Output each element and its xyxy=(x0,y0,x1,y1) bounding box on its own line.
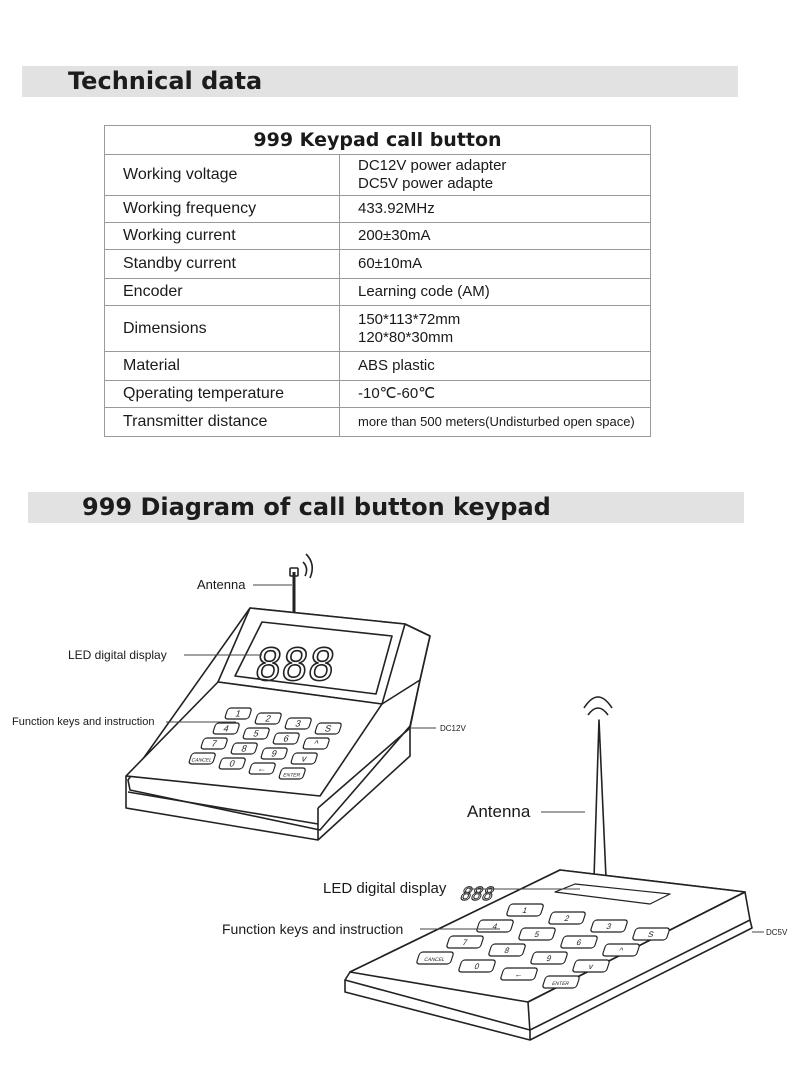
keypad-key xyxy=(500,968,538,980)
keypad-key xyxy=(590,920,628,932)
keypad-key xyxy=(530,952,568,964)
keypad-key-label: 1 xyxy=(234,708,243,719)
keypad-key-label: 1 xyxy=(521,906,529,915)
led-888-text: 888 xyxy=(251,640,339,691)
keypad-key xyxy=(416,952,454,964)
keypad-key-label: 0 xyxy=(473,962,481,971)
spec-value: 150*113*72mm 120*80*30mm xyxy=(340,306,651,352)
keypad-key-label: 3 xyxy=(294,718,303,729)
section-title-diagram: 999 Diagram of call button keypad xyxy=(82,493,551,521)
keypad-key xyxy=(284,718,312,729)
spec-key: Qperating temperature xyxy=(105,381,340,408)
keypad-key-label: ENTER xyxy=(550,981,570,987)
spec-key: Working voltage xyxy=(105,155,340,196)
spec-value: 433.92MHz xyxy=(340,196,651,223)
keypad-key-label: ← xyxy=(256,763,269,774)
keypad-key-label: 3 xyxy=(605,922,613,931)
keypad-diagram xyxy=(0,540,799,1074)
keypad-key-label: 7 xyxy=(210,738,219,749)
spec-key: Working frequency xyxy=(105,196,340,223)
keypad-key-label: 7 xyxy=(461,938,469,947)
keypad-key xyxy=(260,748,288,759)
spec-key: Standby current xyxy=(105,250,340,279)
keypad-key-label: 6 xyxy=(282,733,291,744)
keypad-key xyxy=(602,944,640,956)
label-antenna-2: Antenna xyxy=(467,802,531,821)
section-title-technical-data: Technical data xyxy=(68,67,263,95)
keypad-key xyxy=(188,753,216,764)
spec-key: Working current xyxy=(105,223,340,250)
keypad-key xyxy=(632,928,670,940)
spec-key: Encoder xyxy=(105,279,340,306)
keypad-key xyxy=(290,753,318,764)
keypad-key xyxy=(506,904,544,916)
keypad-key xyxy=(560,936,598,948)
keypad-key xyxy=(254,713,282,724)
keypad-key xyxy=(224,708,252,719)
led-888-text-2: 888 xyxy=(457,884,498,905)
keypad-key-label: v xyxy=(587,962,595,971)
keypad-key xyxy=(230,743,258,754)
keypad-key xyxy=(314,723,342,734)
keypad-key-label: ← xyxy=(513,970,525,979)
keypad-key-label: ^ xyxy=(617,946,625,955)
keypad-key xyxy=(218,758,246,769)
antenna-icon-1 xyxy=(290,554,312,612)
spec-table-title: 999 Keypad call button xyxy=(105,126,651,155)
keypad-key-label: CANCEL xyxy=(190,757,213,764)
keypad-key xyxy=(242,728,270,739)
label-function-keys-1: Function keys and instruction xyxy=(12,716,155,728)
keypad-key-label: 0 xyxy=(228,758,237,769)
spec-value: 200±30mA xyxy=(340,223,651,250)
spec-value: DC12V power adapter DC5V power adapte xyxy=(340,155,651,196)
spec-value: more than 500 meters(Undisturbed open space) xyxy=(340,408,651,437)
keypad-key xyxy=(488,944,526,956)
keypad-key xyxy=(272,733,300,744)
keypad-key-label: ^ xyxy=(312,738,320,749)
keypad-key xyxy=(302,738,330,749)
keypad-key-label: 8 xyxy=(503,946,511,955)
spec-value: Learning code (AM) xyxy=(340,279,651,306)
keypad-key xyxy=(542,976,580,988)
keypad-key-label: 4 xyxy=(491,922,499,931)
label-led-display-1: LED digital display xyxy=(68,648,167,662)
keypad-key xyxy=(518,928,556,940)
keypad-key-label: v xyxy=(300,753,309,764)
keypad-key-label: 6 xyxy=(575,938,583,947)
keypad-key-label: 9 xyxy=(270,748,279,759)
keypad-key xyxy=(248,763,276,774)
keypad-key-label: S xyxy=(646,930,655,939)
keypad-key-label: 8 xyxy=(240,743,249,754)
keypad-key xyxy=(212,723,240,734)
keypad-key-label: CANCEL xyxy=(423,957,446,963)
keypad-key-label: 4 xyxy=(222,723,231,734)
label-function-keys-2: Function keys and instruction xyxy=(222,921,404,937)
keypad-key xyxy=(200,738,228,749)
keypad-key xyxy=(446,936,484,948)
keypad-key xyxy=(458,960,496,972)
label-led-display-2: LED digital display xyxy=(323,880,447,897)
keypad-key xyxy=(548,912,586,924)
spec-key: Transmitter distance xyxy=(105,408,340,437)
antenna-icon-2 xyxy=(584,697,612,878)
keypad-key xyxy=(572,960,610,972)
keypad-key xyxy=(476,920,514,932)
keypad-key-label: 9 xyxy=(545,954,553,963)
keypad-key xyxy=(278,768,306,779)
keypad-key-label: 2 xyxy=(563,914,571,923)
spec-key: Material xyxy=(105,352,340,381)
label-antenna-1: Antenna xyxy=(197,577,246,592)
label-power-dc12v: DC12V xyxy=(440,724,466,733)
spec-table xyxy=(104,125,651,437)
keypad-key-label: 5 xyxy=(533,930,541,939)
label-power-dc5v: DC5V xyxy=(766,928,788,937)
keypad-key-label: ENTER xyxy=(282,772,301,779)
spec-key: Dimensions xyxy=(105,306,340,352)
spec-value: -10℃-60℃ xyxy=(340,381,651,408)
spec-value: ABS plastic xyxy=(340,352,651,381)
keypad-key-label: 2 xyxy=(264,713,273,724)
keypad-key-label: S xyxy=(323,723,333,734)
spec-value: 60±10mA xyxy=(340,250,651,279)
keypad-key-label: 5 xyxy=(252,728,261,739)
